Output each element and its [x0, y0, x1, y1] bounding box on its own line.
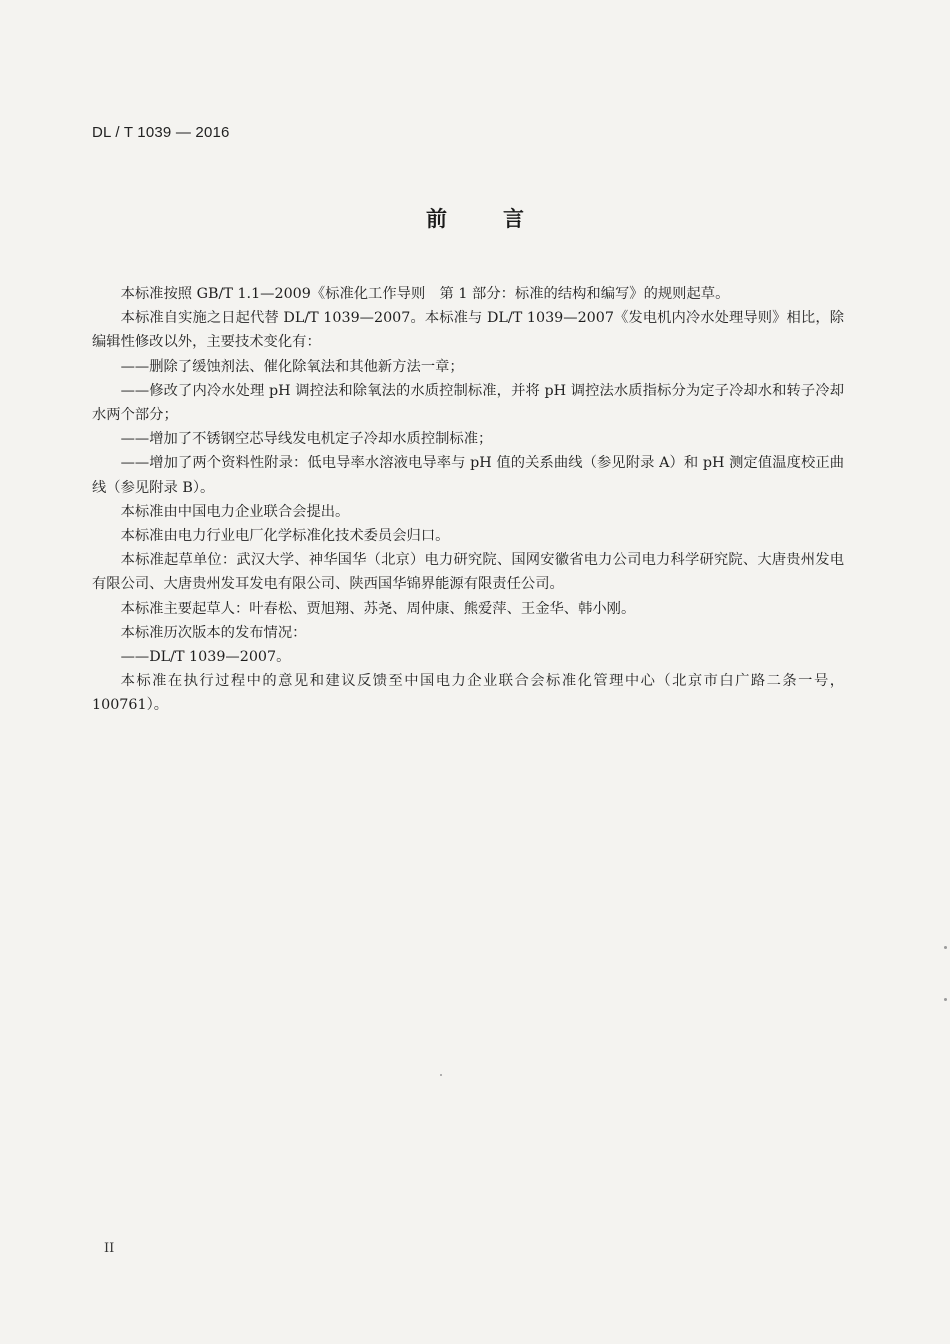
paragraph: 本标准由电力行业电厂化学标准化技术委员会归口。 — [120, 528, 450, 545]
paragraph: 本标准由中国电力企业联合会提出。 — [120, 503, 350, 520]
paragraph: ——删除了缓蚀剂法、催化除氧法和其他新方法一章； — [120, 358, 464, 375]
foreword-body — [92, 282, 844, 718]
scan-speck — [440, 1074, 442, 1076]
paragraph: ——增加了不锈钢空芯导线发电机定子冷却水质控制标准； — [120, 431, 493, 448]
paragraph: 本标准在执行过程中的意见和建议反馈至中国电力企业联合会标准化管理中心（北京市白广路二条一号，100761）。 — [92, 673, 844, 714]
paragraph: ——修改了内冷水处理 pH 调控法和除氧法的水质控制标准，并将 pH 调控法水质指标分为定子冷却水和转子冷却水两个部分； — [92, 382, 844, 424]
standard-code: DL / T 1039 — 2016 — [92, 124, 230, 141]
paragraph: 本标准自实施之日起代替 DL/T 1039—2007。本标准与 DL/T 1039—2007《发电机内冷水处理导则》相比，除编辑性修改以外，主要技术变化有： — [92, 310, 844, 351]
page-number: II — [104, 1241, 115, 1256]
paragraph: 本标准起草单位：武汉大学、神华国华（北京）电力研究院、国网安徽省电力公司电力科学研究院、大唐贵州发电有限公司、大唐贵州发耳发电有限公司、陕西国华锦界能源有限责任公司。 — [92, 552, 844, 593]
paragraph: ——DL/T 1039—2007。 — [120, 649, 291, 666]
scan-speck — [944, 998, 947, 1001]
paragraph: 本标准按照 GB/T 1.1—2009《标准化工作导则 第 1 部分：标准的结构和编写》的规则起草。 — [120, 286, 730, 302]
scan-speck — [944, 946, 947, 949]
paragraph: 本标准主要起草人：叶春松、贾旭翔、苏尧、周仲康、熊爱萍、王金华、韩小刚。 — [120, 600, 636, 617]
paragraph: 本标准历次版本的发布情况： — [120, 624, 307, 641]
paragraph: ——增加了两个资料性附录：低电导率水溶液电导率与 pH 值的关系曲线（参见附录 A）和 pH 测定值温度校正曲线（参见附录 B）。 — [92, 455, 844, 496]
section-title: 前言 — [426, 207, 580, 231]
